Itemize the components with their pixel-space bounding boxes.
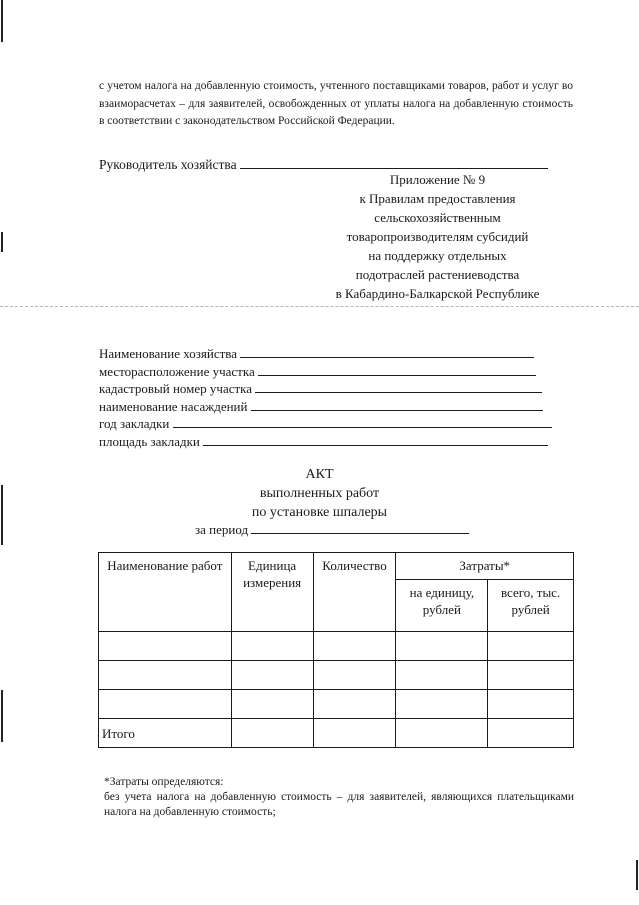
table-row bbox=[99, 690, 574, 719]
table-cell[interactable] bbox=[488, 719, 574, 748]
scan-edge-mark bbox=[1, 690, 3, 742]
period-label: за период bbox=[195, 522, 249, 537]
field-plantation-name bbox=[99, 398, 552, 416]
field-label: кадастровый номер участка bbox=[99, 381, 253, 396]
header-name-text: Наименование работ bbox=[107, 558, 223, 573]
header-qty-text: Количество bbox=[322, 558, 387, 573]
field-label: наименование насаждений bbox=[99, 398, 248, 414]
appendix-line: на поддержку отдельных bbox=[368, 248, 507, 263]
field-farm-name bbox=[99, 345, 552, 363]
title-line: АКТ bbox=[305, 467, 334, 482]
appendix-line: в Кабардино-Балкарской Республике bbox=[335, 286, 540, 301]
table-cell[interactable] bbox=[396, 690, 488, 719]
header-costs bbox=[396, 553, 574, 580]
appendix-block bbox=[300, 170, 575, 303]
table-cell[interactable] bbox=[231, 661, 313, 690]
table-cell[interactable] bbox=[313, 690, 396, 719]
field-cadastral-number bbox=[99, 380, 552, 398]
header-qty bbox=[313, 553, 396, 632]
scan-edge-mark bbox=[1, 232, 3, 252]
title-line: по установке шпалеры bbox=[251, 505, 388, 520]
signature-label: Руководитель хозяйства bbox=[99, 157, 237, 172]
title-line: выполненных работ bbox=[259, 486, 380, 501]
field-label: площадь закладки bbox=[99, 433, 200, 449]
field-planting-year bbox=[99, 415, 552, 433]
field-label: год закладки bbox=[99, 416, 170, 431]
header-per-unit bbox=[396, 580, 488, 632]
field-blank[interactable] bbox=[255, 380, 542, 393]
intro-paragraph bbox=[99, 78, 573, 131]
table-cell[interactable] bbox=[99, 661, 232, 690]
table-cell[interactable] bbox=[231, 719, 313, 748]
field-plot-location bbox=[99, 363, 552, 381]
works-table bbox=[98, 552, 574, 748]
field-blank[interactable] bbox=[258, 363, 536, 376]
header-total-text: всего, тыс. рублей bbox=[501, 585, 561, 617]
field-blank[interactable] bbox=[251, 398, 543, 411]
field-blank[interactable] bbox=[240, 345, 534, 358]
header-name bbox=[99, 553, 232, 632]
header-unit-text: Единица измерения bbox=[243, 558, 302, 590]
table-cell[interactable] bbox=[488, 661, 574, 690]
header-total bbox=[488, 580, 574, 632]
form-fields bbox=[99, 345, 552, 450]
field-blank[interactable] bbox=[203, 433, 548, 446]
table-total-row bbox=[99, 719, 574, 748]
footnote-heading: *Затраты определяются: bbox=[104, 776, 224, 788]
table-cell[interactable] bbox=[396, 632, 488, 661]
appendix-line: Приложение № 9 bbox=[389, 172, 486, 187]
table-cell[interactable] bbox=[396, 661, 488, 690]
footnote-text: без учета налога на добавленную стоимость – для заявителей, являющихся плательщиками налога на добавленную стоимость; bbox=[104, 791, 574, 818]
footnote bbox=[104, 775, 574, 820]
header-per-unit-text: на единицу, рублей bbox=[409, 585, 475, 617]
table-cell[interactable] bbox=[231, 632, 313, 661]
total-label-cell bbox=[99, 719, 232, 748]
total-label: Итого bbox=[102, 725, 135, 741]
appendix-line: к Правилам предоставления bbox=[359, 191, 516, 206]
scan-edge-mark bbox=[636, 860, 638, 890]
table-cell[interactable] bbox=[99, 632, 232, 661]
field-label: Наименование хозяйства bbox=[99, 346, 238, 361]
table-cell[interactable] bbox=[488, 632, 574, 661]
appendix-line: сельскохозяйственным bbox=[374, 210, 501, 225]
table-cell[interactable] bbox=[313, 632, 396, 661]
table-row bbox=[99, 632, 574, 661]
appendix-line: подотраслей растениеводства bbox=[355, 267, 520, 282]
table-cell[interactable] bbox=[231, 690, 313, 719]
field-planting-area bbox=[99, 433, 552, 451]
period-line bbox=[195, 521, 469, 538]
header-costs-text: Затраты* bbox=[459, 558, 511, 573]
signature-blank[interactable] bbox=[240, 156, 548, 169]
table-cell[interactable] bbox=[488, 690, 574, 719]
field-label: месторасположение участка bbox=[99, 363, 255, 379]
table-row bbox=[99, 661, 574, 690]
table-cell[interactable] bbox=[313, 719, 396, 748]
table-cell[interactable] bbox=[99, 690, 232, 719]
act-title bbox=[0, 465, 639, 522]
table-cell[interactable] bbox=[396, 719, 488, 748]
scan-edge-mark bbox=[1, 0, 3, 42]
field-blank[interactable] bbox=[173, 415, 552, 428]
intro-text: с учетом налога на добавленную стоимость, учтенного поставщиками товаров, работ и услуг во взаиморасчетах – для заявителей, освобожденных от уплаты налога на добавленную стоимость в соответствии с законодательством Российской Федерации. bbox=[99, 80, 573, 127]
period-blank[interactable] bbox=[251, 521, 469, 534]
table-cell[interactable] bbox=[313, 661, 396, 690]
page-separator bbox=[0, 306, 639, 307]
header-unit bbox=[231, 553, 313, 632]
appendix-line: товаропроизводителям субсидий bbox=[346, 229, 529, 244]
